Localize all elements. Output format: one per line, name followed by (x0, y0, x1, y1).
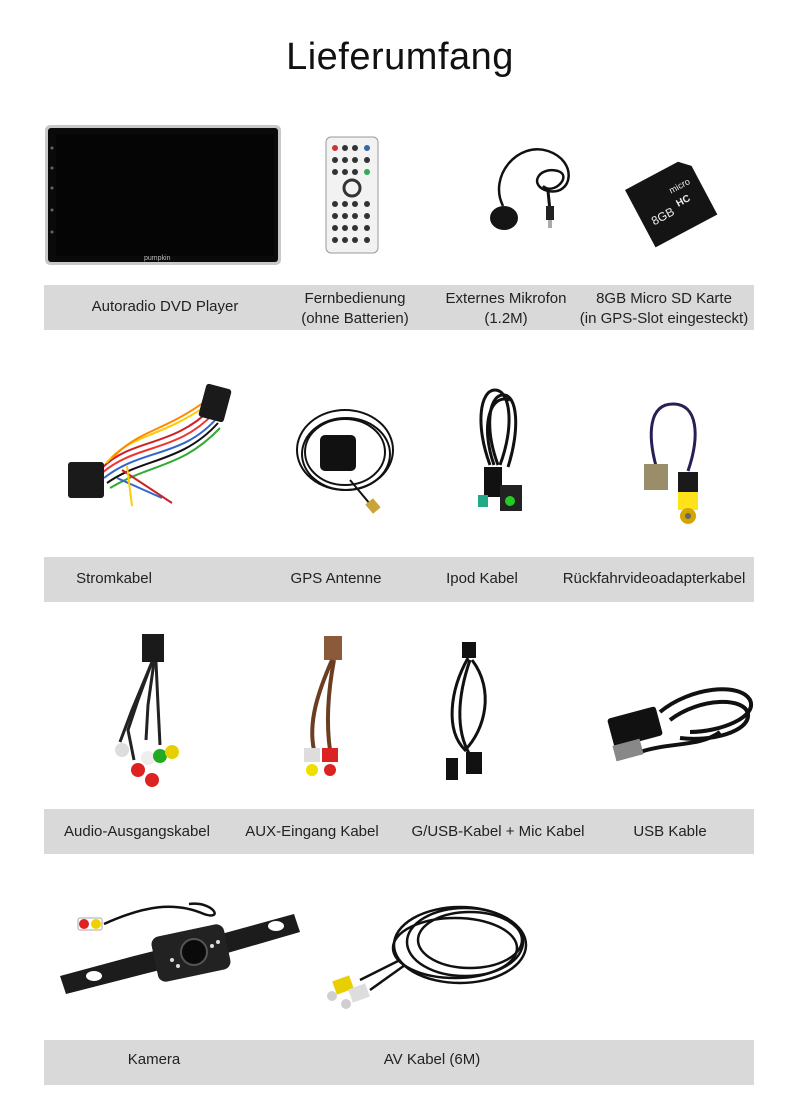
item-label-remote: Fernbedienung (ohne Batterien) (301, 290, 409, 327)
item-label-sd-card: 8GB Micro SD Karte (in GPS-Slot eingesteckt) (579, 290, 749, 327)
item-label-reverse-camera-adapter: Rückfahrvideoadapterkabel (562, 570, 746, 587)
av-cable-icon (320, 900, 534, 1012)
item-label-audio-output-cable: Audio-Ausgangskabel (64, 823, 210, 840)
item-label-power-cable: Stromkabel (76, 570, 152, 587)
item-label-av-cable: AV Kabel (6M) (383, 1051, 481, 1068)
item-label-usb-cable: USB Kable (633, 823, 707, 840)
audio-output-cable-icon (108, 630, 188, 792)
item-label-microphone: Externes Mikrofon (1.2M) (445, 290, 567, 327)
remote-control-icon (325, 136, 379, 254)
page-title: Lieferumfang (286, 36, 514, 78)
svg-text:micro: micro (667, 176, 692, 196)
sd-card-icon (610, 150, 730, 250)
item-label-ipod-cable: Ipod Kabel (446, 570, 518, 587)
item-label-camera: Kamera (127, 1051, 181, 1068)
ipod-cable-icon (470, 385, 530, 525)
item-label-aux-input-cable: AUX-Eingang Kabel (245, 823, 379, 840)
item-label-head-unit: Autoradio DVD Player (91, 298, 239, 315)
power-harness-icon (62, 378, 242, 510)
camera-icon (54, 896, 304, 994)
usb-mic-cable-icon (440, 640, 500, 786)
svg-text:HC: HC (674, 193, 693, 210)
usb-cable-icon (600, 672, 764, 778)
aux-input-cable-icon (288, 632, 358, 782)
svg-text:pumpkin: pumpkin (144, 255, 171, 262)
microphone-icon (478, 136, 588, 240)
reverse-camera-adapter-icon (638, 396, 718, 534)
item-label-usb-mic-cable: G/USB-Kabel + Mic Kabel (411, 823, 585, 840)
head-unit-icon (44, 124, 282, 266)
item-label-gps-antenna: GPS Antenne (290, 570, 382, 587)
svg-text:8GB: 8GB (648, 204, 677, 229)
gps-antenna-icon (290, 400, 400, 516)
